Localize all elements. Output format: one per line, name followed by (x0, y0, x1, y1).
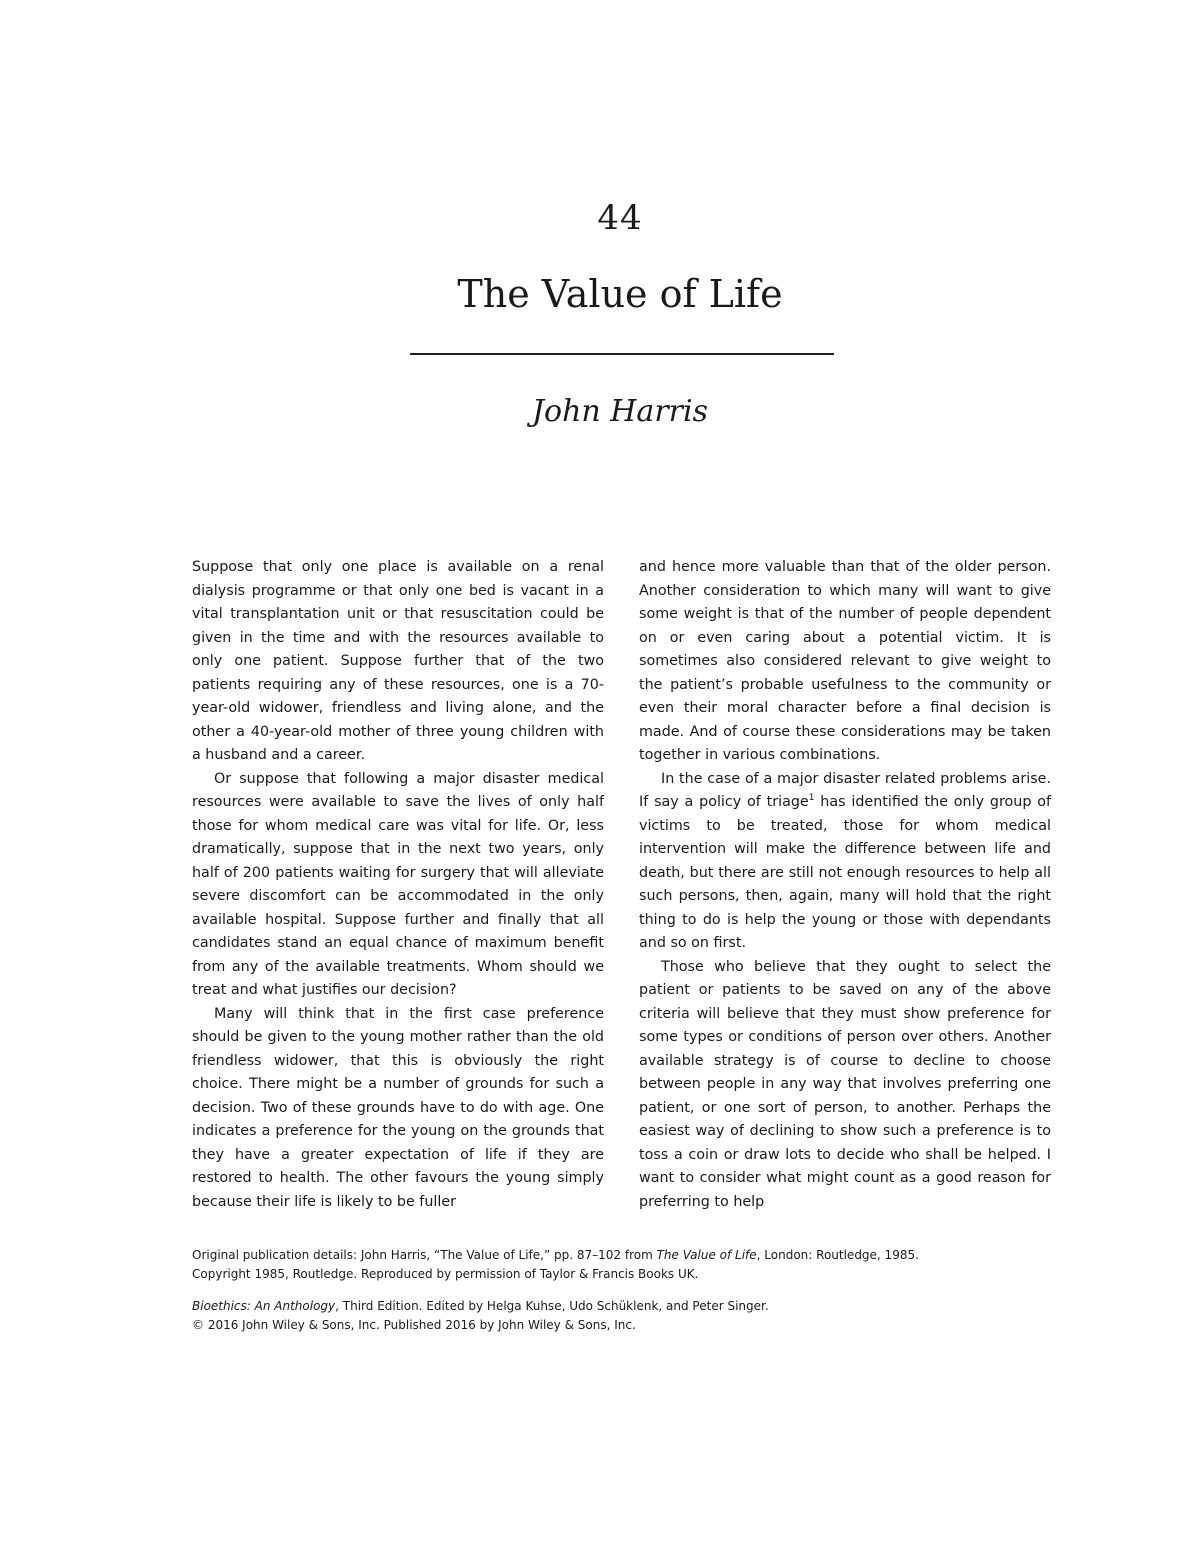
original-publication-note (192, 1246, 1052, 1283)
publication-details-text: , London: Routledge, 1985. (756, 1248, 919, 1262)
chapter-title: The Value of Life (457, 272, 783, 316)
footnote-reference[interactable]: 1 (808, 793, 815, 804)
paragraph: and hence more valuable than that of the older person. Another consideration to which many will want to give some weight is that of the number of people dependent on or even caring about a potential victim. It is sometimes also considered relevant to give weight to the patient’s probable usefulness to the community or even their moral character before a final decision is made. And of course these considerations may be taken together in various combinations. (639, 559, 1051, 763)
anthology-note (192, 1297, 1052, 1334)
book-title: The Value of Life (656, 1248, 757, 1262)
chapter-author: John Harris (532, 394, 708, 429)
paragraph-text: has identified the only group of victims to be treated, those for whom medical intervention will make the difference between life and death, but there are still not enough resources to help all such persons, then, again, many will hold that the right thing to do is help the young or those with dependants and so on first. (639, 794, 1051, 951)
paragraph: Or suppose that following a major disaster medical resources were available to save the lives of only half those for whom medical care was vital for life. Or, less dramatically, suppose that in the next two years, only half of 200 patients waiting for surgery that will alleviate severe discomfort can be accommodated in the only available hospital. Suppose further and finally that all candidates stand an equal chance of maximum benefit from any of the available treatments. Whom should we treat and what justifies our decision? (192, 770, 604, 998)
body-column-right (639, 556, 1051, 1214)
publication-details-text: Original publication details: John Harris, “The Value of Life,” pp. 87–102 from (192, 1248, 657, 1262)
paragraph: Many will think that in the first case preference should be given to the young mother rather than the old friendless widower, that this is obviously the right choice. There might be a number of grounds for such a decision. Two of these grounds have to do with age. One indicates a preference for the young on the grounds that they have a greater expectation of life if they are restored to health. The other favours the young simply because their life is likely to be fuller (192, 1005, 604, 1210)
title-divider (410, 353, 834, 355)
publication-details-line (192, 1246, 1052, 1265)
chapter-number: 44 (597, 198, 643, 238)
paragraph (639, 768, 1051, 956)
copyright-line: Copyright 1985, Routledge. Reproduced by permission of Taylor & Francis Books UK. (192, 1266, 699, 1281)
paragraph: Suppose that only one place is available on a renal dialysis programme or that only one bed is vacant in a vital transplantation unit or that resuscitation could be given in the time and with the resources available to only one patient. Suppose further that of the two patients requiring any of these resources, one is a 70-year-old widower, friendless and living alone, and the other a 40-year-old mother of three young children with a husband and a career. (192, 559, 604, 763)
paragraph: Those who believe that they ought to select the patient or patients to be saved on any of the above criteria will believe that they must show preference for some types or conditions of person over others. Another available strategy is of course to decline to choose between people in any way that involves preferring one patient, or one sort of person, to another. Perhaps the easiest way of declining to show such a preference is to toss a coin or draw lots to decide who shall be helped. I want to consider what might count as a good reason for preferring to help (639, 958, 1051, 1210)
body-column-left (192, 556, 604, 1214)
anthology-details: , Third Edition. Edited by Helga Kuhse, Udo Schüklenk, and Peter Singer. (335, 1299, 769, 1313)
anthology-title: Bioethics: An Anthology (192, 1299, 336, 1313)
paragraph-text: In the case of a major disaster related problems arise. If say a policy of triage (639, 770, 1051, 810)
publisher-copyright-line: © 2016 John Wiley & Sons, Inc. Published 2016 by John Wiley & Sons, Inc. (192, 1317, 636, 1332)
anthology-line (192, 1297, 1052, 1316)
publication-notes (192, 1246, 1052, 1334)
